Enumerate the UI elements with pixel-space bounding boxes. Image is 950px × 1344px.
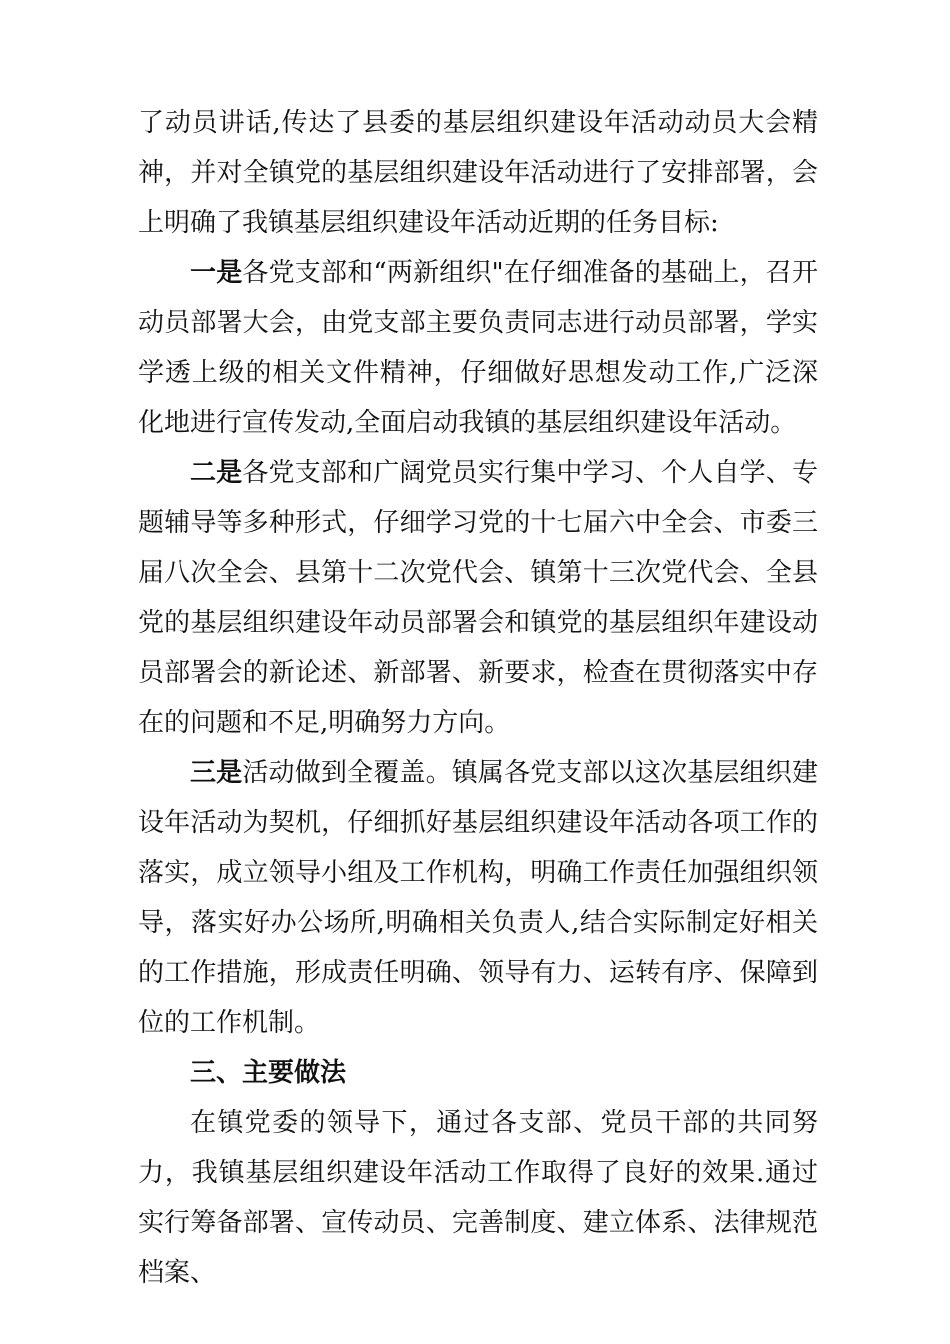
task-item-3-text: 活动做到全覆盖。镇属各党支部以这次基层组织建设年活动为契机，仔细抓好基层组织建设年活动各项工作的落实，成立领导小组及工作机构，明确工作责任加强组织领导，落实好办公场所,明确相关负责人,结合实际制定好相关的工作措施，形成责任明确、领导有力、运转有序、保障到位的工作机制。 (138, 758, 818, 1038)
intro-paragraph: 了动员讲话,传达了县委的基层组织建设年活动动员大会精神，并对全镇党的基层组织建设年活动进行了安排部署，会上明确了我镇基层组织建设年活动近期的任务目标: (138, 108, 818, 238)
task-item-1 (138, 248, 818, 448)
section-heading: 三、主要做法 (190, 1058, 347, 1088)
task-item-2 (138, 448, 818, 748)
task-item-1-text: 各党支部和“两新组织"在仔细准备的基础上，召开动员部署大会，由党支部主要负责同志进行动员部署，学实学透上级的相关文件精神，仔细做好思想发动工作,广泛深化地进行宣传发动,全面启动我镇的基层组织建设年活动。 (138, 258, 818, 438)
document-page (138, 98, 818, 1298)
task-item-2-lead: 二是 (190, 458, 243, 488)
task-item-1-lead: 一是 (190, 258, 243, 288)
task-item-2-text: 各党支部和广阔党员实行集中学习、个人自学、专题辅导等多种形式，仔细学习党的十七届六中全会、市委三届八次全会、县第十二次党代会、镇第十三次党代会、全县党的基层组织建设年动员部署会和镇党的基层组织年建设动员部署会的新论述、新部署、新要求，检查在贯彻落实中存在的问题和不足,明确努力方向。 (138, 458, 818, 738)
task-item-3-lead: 三是 (190, 758, 243, 788)
task-item-3 (138, 748, 818, 1048)
final-paragraph: 在镇党委的领导下，通过各支部、党员干部的共同努力，我镇基层组织建设年活动工作取得了良好的效果.通过实行筹备部署、宣传动员、完善制度、建立体系、法律规范档案、 (138, 1108, 818, 1288)
